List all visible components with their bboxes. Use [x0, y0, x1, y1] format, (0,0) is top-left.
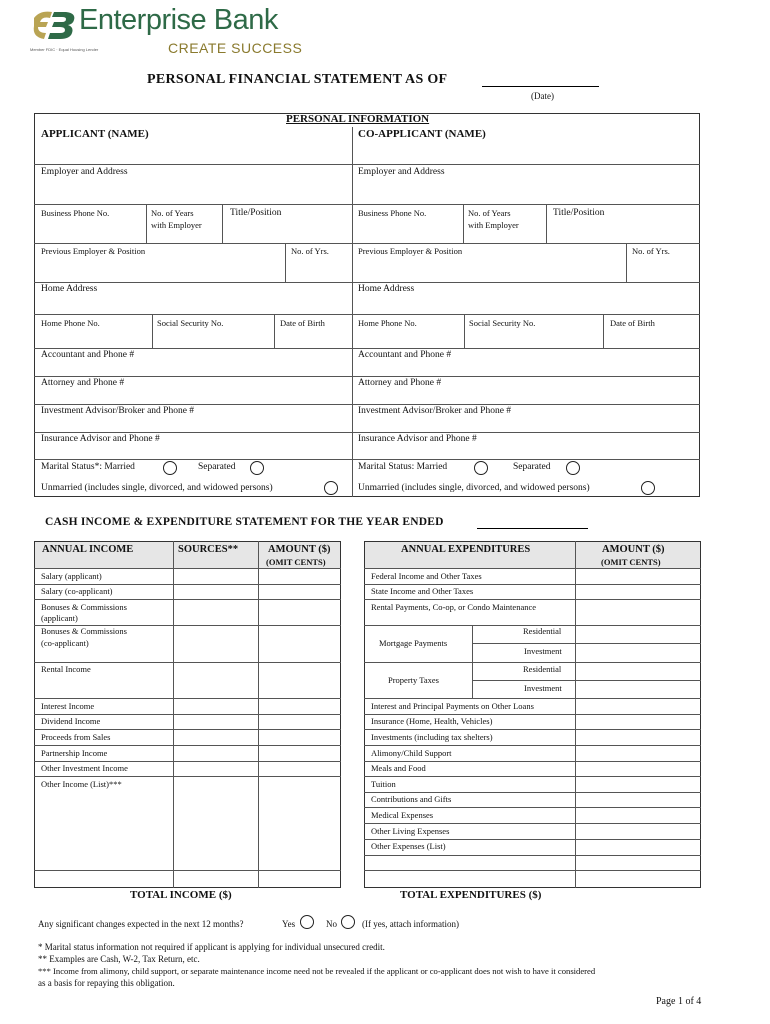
unmarried-radio[interactable] [324, 481, 338, 495]
brand-tagline: CREATE SUCCESS [168, 40, 303, 56]
personal-section-title: PERSONAL INFORMATION [286, 113, 430, 125]
bonus-co-2: (co-applicant) [41, 638, 89, 648]
employer-address-label: Employer and Address [41, 167, 128, 177]
rental-income: Rental Income [41, 664, 91, 674]
co-title-position-label: Title/Position [553, 208, 605, 218]
other-living-expense: Other Living Expenses [371, 826, 450, 836]
annual-income-header: ANNUAL INCOME [42, 544, 134, 555]
co-unmarried-label: Unmarried (includes single, divorced, and widowed persons) [358, 483, 590, 493]
unmarried-label: Unmarried (includes single, divorced, and widowed persons) [41, 483, 273, 493]
if-yes-note: (If yes, attach information) [362, 919, 459, 929]
co-no-yrs-label: No. of Yrs. [632, 246, 670, 256]
co-employer-address-label: Employer and Address [358, 167, 445, 177]
other-income-list: Other Income (List)*** [41, 779, 122, 789]
meals-expense: Meals and Food [371, 763, 426, 773]
other-investment-income: Other Investment Income [41, 763, 128, 773]
interest-income: Interest Income [41, 701, 95, 711]
property-investment: Investment [524, 683, 562, 693]
co-dob-label: Date of Birth [610, 318, 655, 328]
mortgage-payments: Mortgage Payments [379, 638, 448, 648]
salary-co-applicant: Salary (co-applicant) [41, 586, 113, 596]
co-years-employer-label-1: No. of Years [468, 208, 511, 218]
co-ssn-label: Social Security No. [469, 318, 536, 328]
interest-principal: Interest and Principal Payments on Other Loans [371, 701, 534, 711]
footnote-sources: ** Examples are Cash, W-2, Tax Return, etc. [38, 954, 200, 964]
total-income-label: TOTAL INCOME ($) [130, 889, 232, 901]
federal-taxes: Federal Income and Other Taxes [371, 571, 482, 581]
date-input-line[interactable] [482, 86, 599, 87]
marital-status-label: Marital Status*: Married [41, 462, 135, 472]
page-number: Page 1 of 4 [656, 996, 702, 1007]
bank-logo-icon [30, 10, 76, 40]
title-position-label: Title/Position [230, 208, 282, 218]
home-address-label: Home Address [41, 284, 98, 294]
bonus-applicant-2: (applicant) [41, 613, 78, 623]
investments-expense: Investments (including tax shelters) [371, 732, 493, 742]
property-taxes: Property Taxes [388, 675, 439, 685]
annual-expenditures-header: ANNUAL EXPENDITURES [401, 544, 531, 555]
insurance-advisor-label: Insurance Advisor and Phone # [41, 434, 160, 444]
accountant-label: Accountant and Phone # [41, 350, 135, 360]
state-taxes: State Income and Other Taxes [371, 586, 474, 596]
cash-section-title: CASH INCOME & EXPENDITURE STATEMENT FOR THE YEAR ENDED [45, 516, 444, 528]
yes-radio[interactable] [300, 915, 314, 929]
date-label: (Date) [531, 91, 554, 101]
co-investment-advisor-label: Investment Advisor/Broker and Phone # [358, 406, 512, 416]
business-phone-label: Business Phone No. [41, 208, 110, 218]
co-previous-employer-label: Previous Employer & Position [358, 246, 463, 256]
co-insurance-advisor-label: Insurance Advisor and Phone # [358, 434, 477, 444]
previous-employer-label: Previous Employer & Position [41, 246, 146, 256]
applicant-name-label: APPLICANT (NAME) [41, 128, 149, 140]
separated-radio[interactable] [250, 461, 264, 475]
insurance-expense: Insurance (Home, Health, Vehicles) [371, 716, 493, 726]
attorney-label: Attorney and Phone # [41, 378, 125, 388]
yes-label: Yes [282, 919, 296, 929]
year-ended-line[interactable] [477, 528, 588, 529]
no-radio[interactable] [341, 915, 355, 929]
mortgage-residential: Residential [523, 626, 562, 636]
home-phone-label: Home Phone No. [41, 318, 100, 328]
co-married-radio[interactable] [474, 461, 488, 475]
income-omit-cents: (OMIT CENTS) [266, 557, 326, 567]
footnote-alimony-2: as a basis for repaying this obligation. [38, 978, 175, 988]
years-employer-label-1: No. of Years [151, 208, 194, 218]
footnote-alimony-1: *** Income from alimony, child support, or separate maintenance income need not be revealed if the applicant or co-applicant does not wish to have it considered [38, 966, 596, 976]
bonus-applicant-1: Bonuses & Commissions [41, 602, 127, 612]
medical-expense: Medical Expenses [371, 810, 434, 820]
co-unmarried-radio[interactable] [641, 481, 655, 495]
total-expenditures-label: TOTAL EXPENDITURES ($) [400, 889, 542, 901]
partnership-income: Partnership Income [41, 748, 108, 758]
expenditures-omit-cents: (OMIT CENTS) [601, 557, 661, 567]
tuition-expense: Tuition [371, 779, 396, 789]
significant-changes-question: Any significant changes expected in the next 12 months? [38, 919, 244, 929]
dob-label: Date of Birth [280, 318, 325, 328]
bonus-co-1: Bonuses & Commissions [41, 626, 127, 636]
fine-print: Member FDIC · Equal Housing Lender [30, 47, 99, 52]
years-employer-label-2: with Employer [151, 220, 202, 230]
proceeds-sales: Proceeds from Sales [41, 732, 111, 742]
sources-header: SOURCES** [178, 544, 239, 555]
footnote-marital: * Marital status information not required if applicant is applying for individual unsecured credit. [38, 942, 385, 952]
no-label: No [326, 919, 337, 929]
co-home-phone-label: Home Phone No. [358, 318, 417, 328]
separated-label: Separated [198, 462, 236, 472]
rental-payments: Rental Payments, Co-op, or Condo Maintenance [371, 602, 537, 612]
expenditures-amount-header: AMOUNT ($) [602, 544, 665, 555]
brand-name: Enterprise Bank [79, 4, 278, 36]
income-amount-header: AMOUNT ($) [268, 544, 331, 555]
co-applicant-name-label: CO-APPLICANT (NAME) [358, 128, 486, 140]
ssn-label: Social Security No. [157, 318, 224, 328]
alimony-expense: Alimony/Child Support [371, 748, 452, 758]
co-years-employer-label-2: with Employer [468, 220, 519, 230]
no-yrs-label: No. of Yrs. [291, 246, 329, 256]
co-home-address-label: Home Address [358, 284, 415, 294]
property-residential: Residential [523, 664, 562, 674]
co-accountant-label: Accountant and Phone # [358, 350, 452, 360]
co-separated-radio[interactable] [566, 461, 580, 475]
contributions-expense: Contributions and Gifts [371, 794, 452, 804]
married-radio[interactable] [163, 461, 177, 475]
dividend-income: Dividend Income [41, 716, 101, 726]
mortgage-investment: Investment [524, 646, 562, 656]
co-business-phone-label: Business Phone No. [358, 208, 427, 218]
other-expenses-list: Other Expenses (List) [371, 841, 446, 851]
co-attorney-label: Attorney and Phone # [358, 378, 442, 388]
co-marital-status-label: Marital Status: Married [358, 462, 448, 472]
page-title: PERSONAL FINANCIAL STATEMENT AS OF [147, 72, 448, 87]
investment-advisor-label: Investment Advisor/Broker and Phone # [41, 406, 195, 416]
salary-applicant: Salary (applicant) [41, 571, 102, 581]
co-separated-label: Separated [513, 462, 551, 472]
